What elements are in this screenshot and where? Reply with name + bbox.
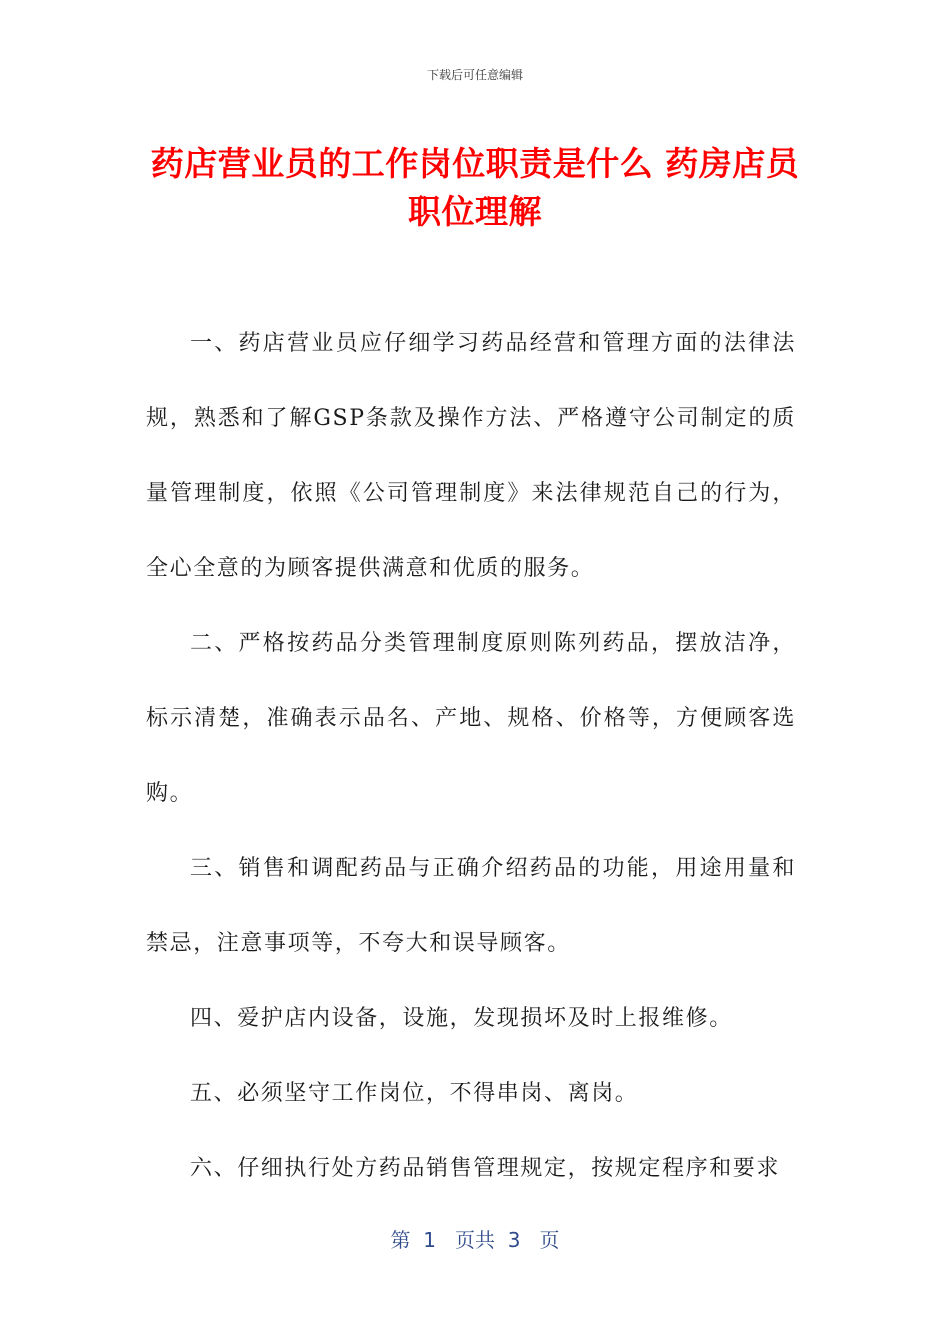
title-line-2: 职位理解 [408,192,542,231]
paragraph-6: 六、仔细执行处方药品销售管理规定，按规定程序和要求 [190,1156,781,1181]
paragraph-3: 三、销售和调配药品与正确介绍药品的功能，用途用量和禁忌，注意事项等，不夸大和误导顾客。 [146,856,796,956]
document-body [146,306,796,1206]
paragraph-2: 二、严格按药品分类管理制度原则陈列药品，摆放洁净，标示清楚，准确表示品名、产地、规格、价格等，方便顾客选购。 [146,631,796,806]
page-number-footer: 第 1 页共 3 页 [390,1228,560,1252]
document-title [140,140,810,236]
paragraph-5: 五、必须坚守工作岗位，不得串岗、离岗。 [190,1081,639,1106]
title-line-1: 药店营业员的工作岗位职责是什么 药房店员 [150,144,800,183]
header-note: 下载后可任意编辑 [426,68,523,82]
paragraph-1: 一、药店营业员应仔细学习药品经营和管理方面的法律法规，熟悉和了解GSP条款及操作方法、严格遵守公司制定的质量管理制度，依照《公司管理制度》来法律规范自己的行为，全心全意的为顾客提供满意和优质的服务。 [146,331,796,581]
paragraph-4: 四、爱护店内设备，设施，发现损坏及时上报维修。 [190,1006,733,1031]
